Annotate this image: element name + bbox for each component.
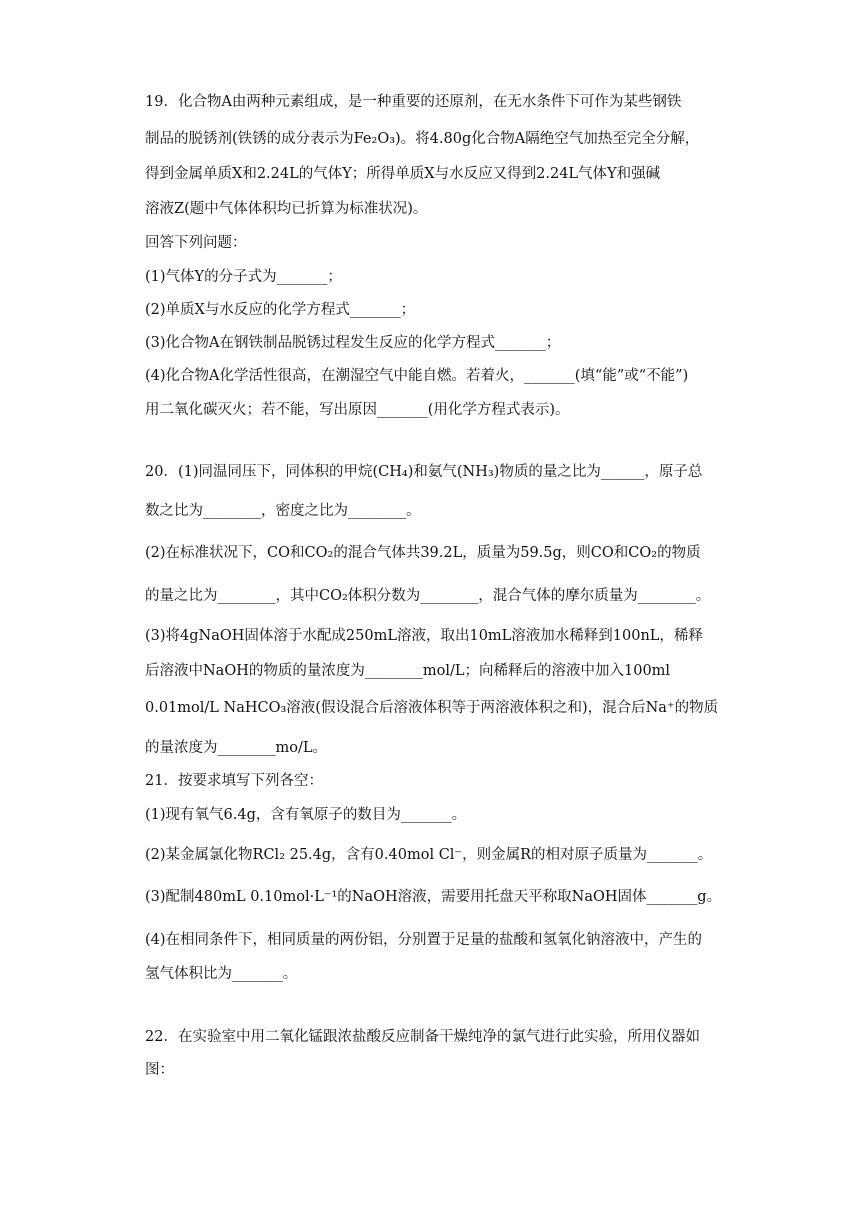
q20-line-8: 的量浓度为________mo/L。 xyxy=(145,740,327,756)
q21-sub-4a: (4)在相同条件下，相同质量的两份铝，分别置于足量的盐酸和氢氧化钠溶液中，产生的 xyxy=(145,932,703,948)
q21-sub-2: (2)某金属氯化物RCl₂ 25.4g，含有0.40mol Cl⁻，则金属R的相对原子质量为_______。 xyxy=(145,847,713,863)
q19-prompt: 回答下列问题： xyxy=(145,235,247,251)
q19-sub-4a: (4)化合物A化学活性很高，在潮湿空气中能自燃。若着火，_______(填“能”或“不能”) xyxy=(145,368,689,384)
q20-line-1: 20．(1)同温同压下，同体积的甲烷(CH₄)和氨气(NH₃)物质的量之比为______，原子总 xyxy=(145,464,703,480)
q19-sub-1: (1)气体Y的分子式为_______； xyxy=(145,269,342,285)
q20-line-4: 的量之比为________，其中CO₂体积分数为________，混合气体的摩尔质量为________。 xyxy=(145,588,711,604)
q19-sub-2: (2)单质X与水反应的化学方程式_______； xyxy=(145,302,416,318)
q22-line-1: 22．在实验室中用二氧化锰跟浓盐酸反应制备干燥纯净的氯气进行此实验，所用仪器如 xyxy=(145,1029,700,1045)
q19-line-3: 得到金属单质X和2.24L的气体Y；所得单质X与水反应又得到2.24L气体Y和强碱 xyxy=(145,166,661,182)
q19-line-1: 19．化合物A由两种元素组成，是一种重要的还原剂，在无水条件下可作为某些钢铁 xyxy=(145,94,682,110)
q20-line-5: (3)将4gNaOH固体溶于水配成250mL溶液，取出10mL溶液加水稀释到100nL，稀释 xyxy=(145,628,703,644)
q21-title: 21．按要求填写下列各空： xyxy=(145,773,323,789)
q20-line-7: 0.01mol/L NaHCO₃溶液(假设混合后溶液体积等于两溶液体积之和)，混合后Na⁺的物质 xyxy=(145,700,719,716)
q19-sub-4b: 用二氧化碳灭火；若不能，写出原因_______(用化学方程式表示)。 xyxy=(145,402,570,418)
q20-line-3: (2)在标准状况下，CO和CO₂的混合气体共39.2L，质量为59.5g，则CO和CO₂的物质 xyxy=(145,545,701,561)
q21-sub-1: (1)现有氧气6.4g，含有氧原子的数目为_______。 xyxy=(145,807,467,823)
q19-line-4: 溶液Z(题中气体体积均已折算为标准状况)。 xyxy=(145,201,428,217)
q19-line-2: 制品的脱锈剂(铁锈的成分表示为Fe₂O₃)。将4.80g化合物A隔绝空气加热至完全分解， xyxy=(145,131,700,147)
q19-sub-3: (3)化合物A在钢铁制品脱锈过程发生反应的化学方程式_______； xyxy=(145,335,561,351)
q20-line-2: 数之比为________，密度之比为________。 xyxy=(145,503,421,519)
q20-line-6: 后溶液中NaOH的物质的量浓度为________mol/L；向稀释后的溶液中加入100ml xyxy=(145,663,671,679)
q22-line-2: 图： xyxy=(145,1062,174,1078)
q21-sub-3: (3)配制480mL 0.10mol·L⁻¹的NaOH溶液，需要用托盘天平称取NaOH固体_______g。 xyxy=(145,889,722,905)
q21-sub-4b: 氢气体积比为_______。 xyxy=(145,966,298,982)
